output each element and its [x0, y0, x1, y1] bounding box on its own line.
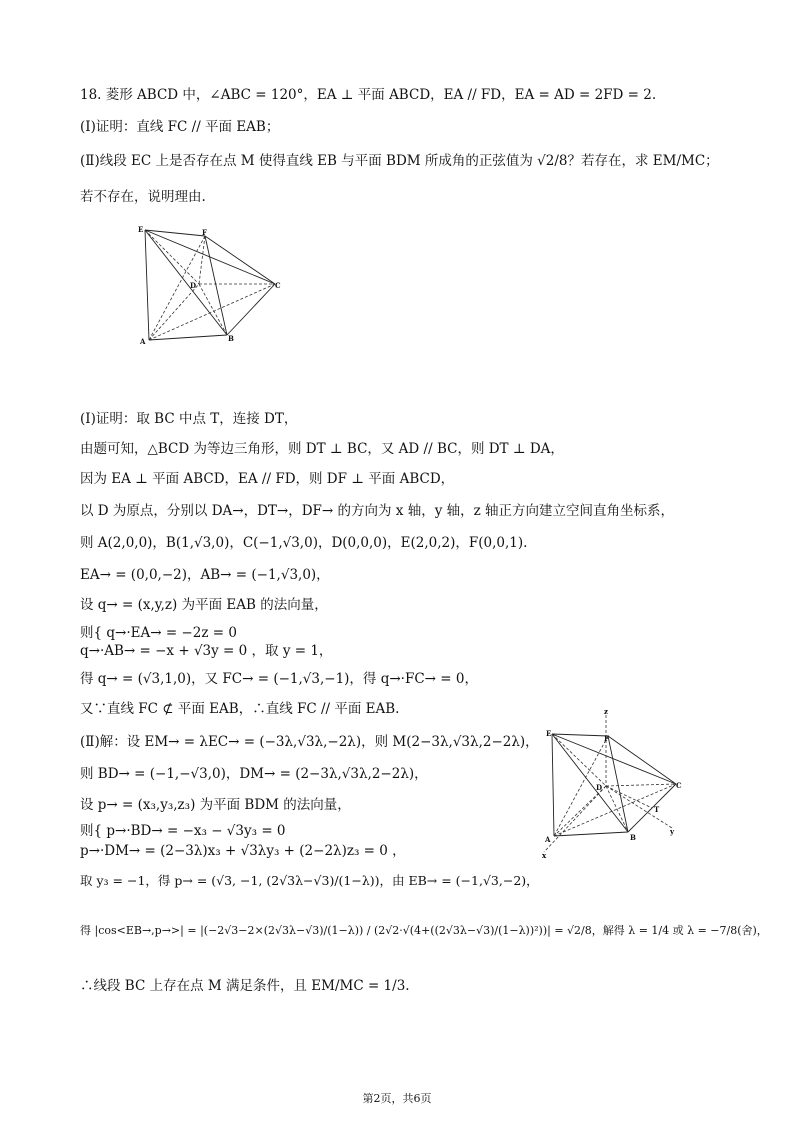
- solution-line: 取 y₃ = −1，得 p→ = (√3, −1, (2√3λ−√3)/(1−λ))，由 EB→ = (−1,√3,−2)，: [80, 873, 539, 888]
- problem-part-2-cont: 若不存在，说明理由.: [80, 189, 206, 205]
- solution-line: q→·AB→ = −x + √3y = 0 ，取 y = 1，: [80, 643, 333, 659]
- problem-part-1: (Ⅰ)证明：直线 FC // 平面 EAB；: [80, 119, 280, 135]
- solution-line: (Ⅰ)证明：取 BC 中点 T，连接 DT，: [80, 411, 298, 427]
- page-footer: 第2页，共6页: [362, 1092, 432, 1105]
- solution-line: 以 D 为原点，分别以 DA→，DT→，DF→ 的方向为 x 轴，y 轴，z 轴正方向建立空间直角坐标系，: [80, 503, 675, 519]
- solution-line: 得 q→ = (√3,1,0)，又 FC→ = (−1,√3,−1)，得 q→·FC→ = 0，: [80, 671, 478, 687]
- label-C: C: [275, 281, 281, 290]
- solution-line: 又∵直线 FC ⊄ 平面 EAB，∴直线 FC // 平面 EAB.: [80, 701, 400, 717]
- label-B: B: [630, 833, 636, 842]
- solution-line: 得 |cos<EB→,p→>| = |(−2√3−2×(2√3λ−√3)/(1−λ)) / (2√2·√(4+((2√3λ−√3)/(1−λ))²))| = √2/8，解得 λ = 1/4 或 λ = −7/8(舍)，: [80, 924, 768, 937]
- solution-line: 则{ p→·BD→ = −x₃ − √3y₃ = 0: [80, 823, 286, 839]
- solution-line: 则 A(2,0,0)，B(1,√3,0)，C(−1,√3,0)，D(0,0,0)，E(2,0,2)，F(0,0,1).: [80, 535, 528, 551]
- figure-pyramid: [135, 222, 285, 352]
- label-z: z: [604, 707, 608, 716]
- solution-line: p→·DM→ = (2−3λ)x₃ + √3λy₃ + (2−2λ)z₃ = 0 ，: [80, 843, 406, 859]
- label-C: C: [676, 781, 682, 790]
- label-x: x: [542, 851, 547, 858]
- label-A: A: [545, 835, 551, 844]
- label-T: T: [654, 805, 660, 814]
- label-E: E: [546, 729, 552, 738]
- problem-part-2: (Ⅱ)线段 EC 上是否存在点 M 使得直线 EB 与平面 BDM 所成角的正弦值为 √2/8？若存在，求 EM/MC；: [80, 153, 719, 169]
- solution-line: EA→ = (0,0,−2)，AB→ = (−1,√3,0)，: [80, 567, 330, 583]
- label-D: D: [190, 281, 197, 290]
- problem-line-1: 18. 菱形 ABCD 中，∠ABC = 120°，EA ⊥ 平面 ABCD，EA // FD，EA = AD = 2FD = 2.: [80, 87, 657, 103]
- label-E: E: [138, 225, 144, 234]
- label-F: F: [202, 228, 207, 237]
- figure-coordinate-system: [540, 706, 692, 858]
- solution-line: 则{ q→·EA→ = −2z = 0: [80, 625, 237, 641]
- label-B: B: [228, 334, 234, 343]
- label-D: D: [596, 783, 603, 792]
- solution-line: ∴线段 BC 上存在点 M 满足条件，且 EM/MC = 1/3.: [80, 978, 410, 994]
- solution-line: (Ⅱ)解：设 EM→ = λEC→ = (−3λ,√3λ,−2λ)，则 M(2−3λ,√3λ,2−2λ)，: [80, 734, 539, 750]
- label-F: F: [604, 734, 609, 743]
- solution-line: 因为 EA ⊥ 平面 ABCD，EA // FD，则 DF ⊥ 平面 ABCD，: [80, 471, 455, 487]
- solution-line: 则 BD→ = (−1,−√3,0)，DM→ = (2−3λ,√3λ,2−2λ)，: [80, 766, 428, 782]
- solution-line: 设 q→ = (x,y,z) 为平面 EAB 的法向量，: [80, 597, 328, 613]
- label-A: A: [140, 337, 146, 346]
- solution-line: 由题可知，△BCD 为等边三角形，则 DT ⊥ BC，又 AD // BC，则 DT ⊥ DA，: [80, 441, 564, 457]
- label-y: y: [670, 827, 675, 836]
- solution-line: 设 p→ = (x₃,y₃,z₃) 为平面 BDM 的法向量，: [80, 797, 351, 813]
